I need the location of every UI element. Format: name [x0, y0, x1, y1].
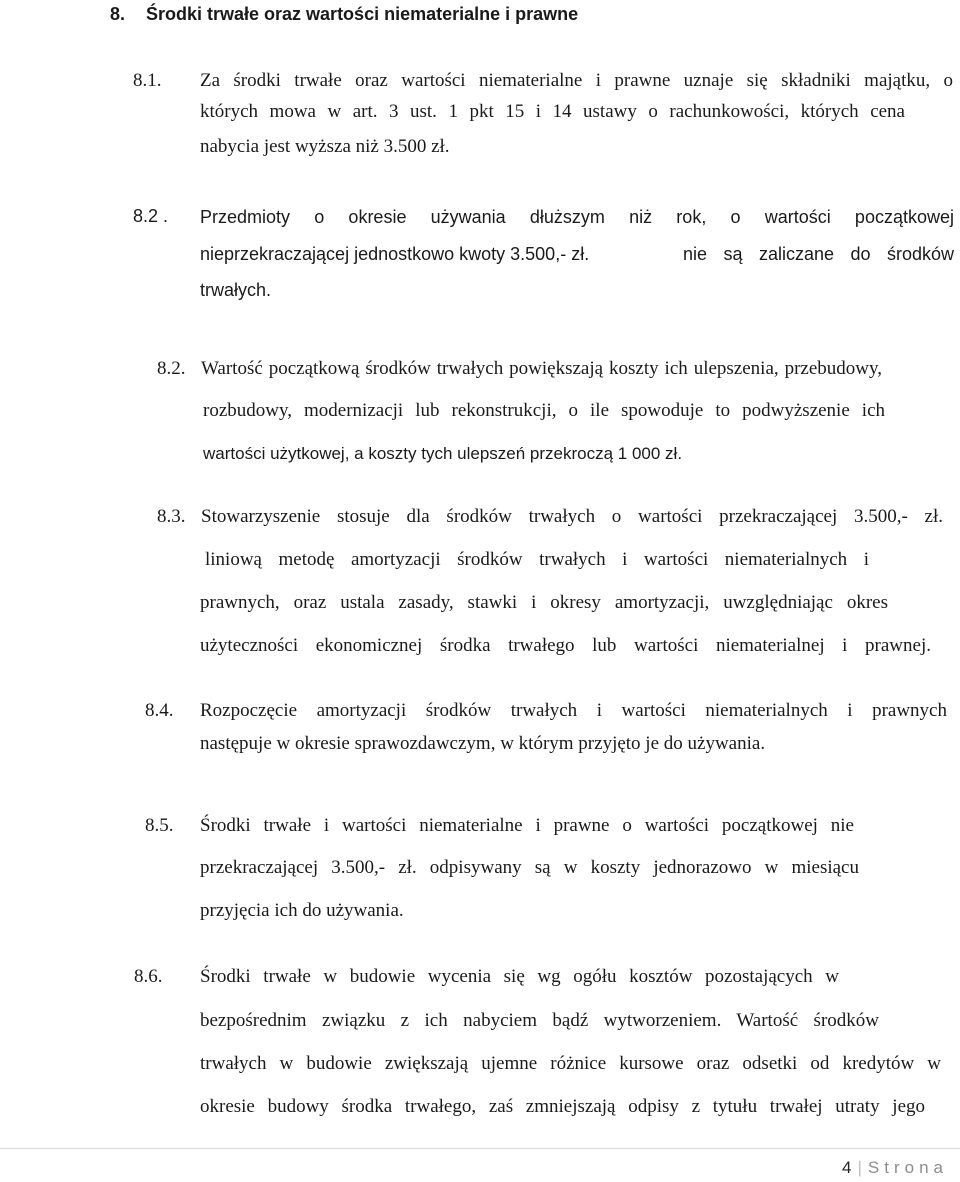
paragraph-line: Za środki trwałe oraz wartości niematerialne i prawne uznaje się składniki majątku, o: [200, 70, 953, 91]
paragraph-line: użyteczności ekonomicznej środka trwałego lub wartości niematerialnej i prawnej.: [200, 635, 931, 656]
paragraph-line: przyjęcia ich do używania.: [200, 900, 404, 921]
paragraph-line: liniową metodę amortyzacji środków trwałych i wartości niematerialnych i: [205, 549, 869, 570]
paragraph-line: Środki trwałe w budowie wycenia się wg ogółu kosztów pozostających w: [200, 966, 839, 987]
paragraph-number: 8.2 .: [133, 206, 169, 226]
paragraph-line: bezpośrednim związku z ich nabyciem bądź wytworzeniem. Wartość środków: [200, 1010, 879, 1031]
paragraph-line: Wartość początkową środków trwałych powiększają koszty ich ulepszenia, przebudowy,: [201, 358, 882, 379]
paragraph-number: 8.4.: [145, 700, 174, 721]
paragraph-line: rozbudowy, modernizacji lub rekonstrukcji, o ile spowoduje to podwyższenie ich: [203, 400, 885, 421]
paragraph-line: okresie budowy środka trwałego, zaś zmniejszają odpisy z tytułu trwałej utraty jego: [200, 1096, 925, 1117]
paragraph-line: trwałych w budowie zwiększają ujemne różnice kursowe oraz odsetki od kredytów w: [200, 1053, 941, 1074]
paragraph-line: nie są zaliczane do środków: [683, 244, 954, 264]
paragraph-line: Rozpoczęcie amortyzacji środków trwałych i wartości niematerialnych i prawnych: [200, 700, 947, 721]
section-number: 8.: [110, 4, 126, 24]
paragraph-number: 8.2.: [157, 358, 186, 379]
paragraph-line: następuje w okresie sprawozdawczym, w którym przyjęto je do używania.: [200, 733, 766, 754]
paragraph-number: 8.3.: [157, 506, 186, 527]
paragraph-line: prawnych, oraz ustala zasady, stawki i okresy amortyzacji, uwzględniając okres: [200, 592, 888, 613]
page-number: 4: [842, 1158, 852, 1177]
footer-divider: [0, 1148, 960, 1149]
paragraph-line: Środki trwałe i wartości niematerialne i prawne o wartości początkowej nie: [200, 815, 854, 836]
paragraph-number: 8.6.: [134, 966, 163, 987]
page-label: Strona: [867, 1158, 948, 1177]
paragraph-number: 8.5.: [145, 815, 174, 836]
paragraph-line: nabycia jest wyższa niż 3.500 zł.: [200, 136, 450, 157]
paragraph-line: Stowarzyszenie stosuje dla środków trwałych o wartości przekraczającej 3.500,- zł.: [201, 506, 943, 527]
paragraph-line: przekraczającej 3.500,- zł. odpisywany są w koszty jednorazowo w miesiącu: [200, 857, 859, 878]
paragraph-number: 8.1.: [133, 70, 162, 91]
section-heading: [110, 4, 578, 25]
paragraph-line: trwałych.: [200, 280, 272, 300]
paragraph-line: nieprzekraczającej jednostkowo kwoty 3.500,- zł.: [200, 244, 590, 264]
paragraph-line: Przedmioty o okresie używania dłuższym niż rok, o wartości początkowej: [200, 207, 954, 227]
section-title: Środki trwałe oraz wartości niematerialne i prawne: [146, 4, 579, 24]
paragraph-line: wartości użytkowej, a koszty tych ulepszeń przekroczą 1 000 zł.: [203, 444, 683, 463]
page-footer: [842, 1158, 948, 1178]
footer-separator: |: [857, 1158, 862, 1177]
paragraph-line: których mowa w art. 3 ust. 1 pkt 15 i 14 ustawy o rachunkowości, których cena: [200, 101, 905, 122]
